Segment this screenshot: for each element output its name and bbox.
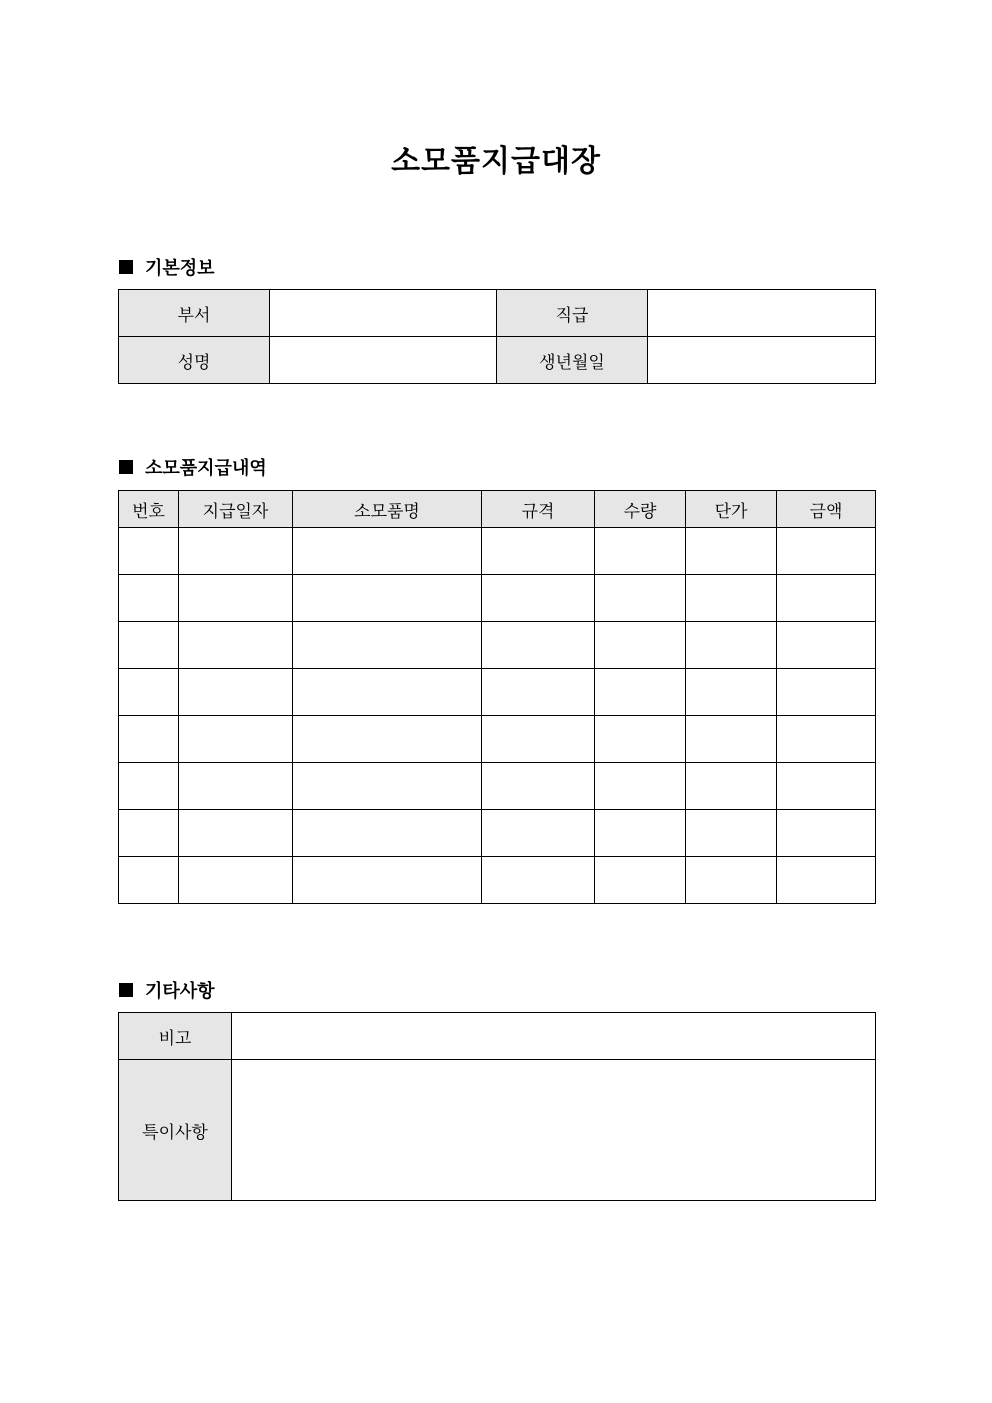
table-cell[interactable]: [777, 528, 876, 575]
birthdate-field[interactable]: [648, 337, 876, 384]
table-row: [119, 575, 876, 622]
table-cell[interactable]: [293, 622, 482, 669]
basic-info-table: [118, 289, 876, 384]
table-row: [119, 669, 876, 716]
table-row: [119, 810, 876, 857]
table-cell[interactable]: [293, 528, 482, 575]
other-matters-heading-text: 기타사항: [145, 981, 215, 1002]
table-row: [119, 763, 876, 810]
table-cell[interactable]: [777, 669, 876, 716]
table-cell[interactable]: [595, 810, 686, 857]
basic-info-heading: [119, 254, 215, 280]
column-header-date: 지급일자: [179, 491, 293, 528]
table-cell[interactable]: [119, 669, 179, 716]
table-cell[interactable]: [686, 857, 777, 904]
table-cell[interactable]: [179, 528, 293, 575]
table-row: [119, 1013, 876, 1060]
table-cell[interactable]: [482, 763, 595, 810]
table-cell[interactable]: [119, 810, 179, 857]
department-field[interactable]: [270, 290, 497, 337]
table-cell[interactable]: [595, 763, 686, 810]
table-cell[interactable]: [482, 810, 595, 857]
table-header-row: [119, 491, 876, 528]
table-cell[interactable]: [595, 857, 686, 904]
table-cell[interactable]: [293, 810, 482, 857]
table-cell[interactable]: [179, 810, 293, 857]
remarks-field[interactable]: [232, 1013, 876, 1060]
table-cell[interactable]: [179, 669, 293, 716]
remarks-label: 비고: [119, 1013, 232, 1060]
table-cell[interactable]: [595, 669, 686, 716]
name-label: 성명: [119, 337, 270, 384]
table-cell[interactable]: [482, 575, 595, 622]
birthdate-label: 생년월일: [497, 337, 648, 384]
table-cell[interactable]: [686, 810, 777, 857]
table-cell[interactable]: [482, 716, 595, 763]
table-row: [119, 1060, 876, 1201]
table-cell[interactable]: [686, 716, 777, 763]
special-notes-field[interactable]: [232, 1060, 876, 1201]
position-field[interactable]: [648, 290, 876, 337]
table-row: [119, 337, 876, 384]
column-header-item-name: 소모품명: [293, 491, 482, 528]
column-header-unit-price: 단가: [686, 491, 777, 528]
table-cell[interactable]: [777, 810, 876, 857]
table-cell[interactable]: [686, 669, 777, 716]
column-header-number: 번호: [119, 491, 179, 528]
column-header-amount: 금액: [777, 491, 876, 528]
table-row: [119, 857, 876, 904]
table-cell[interactable]: [686, 763, 777, 810]
supply-details-heading-text: 소모품지급내역: [145, 458, 267, 479]
table-cell[interactable]: [686, 528, 777, 575]
table-cell[interactable]: [119, 857, 179, 904]
other-matters-table: [118, 1012, 876, 1201]
table-cell[interactable]: [119, 763, 179, 810]
document-title: 소모품지급대장: [391, 144, 601, 179]
table-cell[interactable]: [777, 763, 876, 810]
table-cell[interactable]: [119, 622, 179, 669]
table-cell[interactable]: [119, 528, 179, 575]
table-cell[interactable]: [777, 857, 876, 904]
table-cell[interactable]: [293, 669, 482, 716]
table-cell[interactable]: [777, 575, 876, 622]
table-cell[interactable]: [179, 622, 293, 669]
table-cell[interactable]: [482, 857, 595, 904]
table-cell[interactable]: [777, 622, 876, 669]
table-row: [119, 528, 876, 575]
special-notes-label: 특이사항: [119, 1060, 232, 1201]
table-row: [119, 716, 876, 763]
other-matters-heading: [119, 977, 215, 1003]
table-cell[interactable]: [686, 575, 777, 622]
table-cell[interactable]: [482, 528, 595, 575]
table-cell[interactable]: [595, 716, 686, 763]
square-bullet-icon: [119, 260, 133, 274]
supply-details-table: [118, 490, 876, 904]
table-cell[interactable]: [482, 622, 595, 669]
table-cell[interactable]: [293, 716, 482, 763]
table-row: [119, 622, 876, 669]
supply-details-heading: [119, 454, 267, 480]
table-cell[interactable]: [119, 716, 179, 763]
square-bullet-icon: [119, 460, 133, 474]
table-cell[interactable]: [293, 763, 482, 810]
square-bullet-icon: [119, 983, 133, 997]
table-cell[interactable]: [595, 622, 686, 669]
position-label: 직급: [497, 290, 648, 337]
table-cell[interactable]: [482, 669, 595, 716]
table-cell[interactable]: [179, 763, 293, 810]
column-header-spec: 규격: [482, 491, 595, 528]
table-cell[interactable]: [777, 716, 876, 763]
table-cell[interactable]: [179, 716, 293, 763]
name-field[interactable]: [270, 337, 497, 384]
table-cell[interactable]: [293, 857, 482, 904]
department-label: 부서: [119, 290, 270, 337]
column-header-quantity: 수량: [595, 491, 686, 528]
table-cell[interactable]: [293, 575, 482, 622]
table-row: [119, 290, 876, 337]
table-cell[interactable]: [119, 575, 179, 622]
table-cell[interactable]: [595, 575, 686, 622]
table-cell[interactable]: [179, 857, 293, 904]
table-cell[interactable]: [595, 528, 686, 575]
table-cell[interactable]: [179, 575, 293, 622]
table-cell[interactable]: [686, 622, 777, 669]
basic-info-heading-text: 기본정보: [145, 258, 215, 279]
